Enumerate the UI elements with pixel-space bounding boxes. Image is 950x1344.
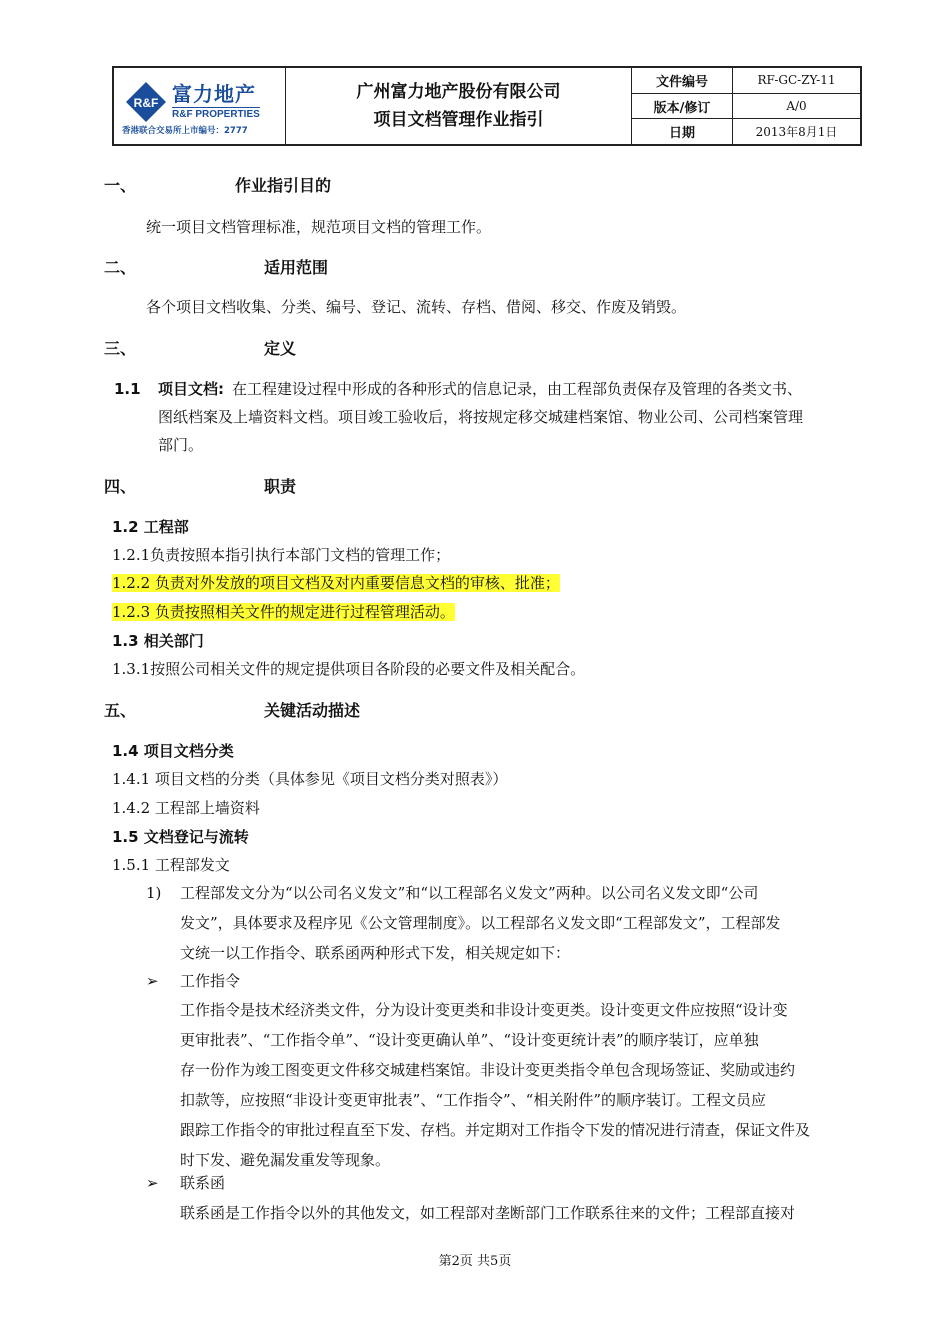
- meta-key: 版本/修订: [632, 94, 733, 119]
- paragraph-line: 工作指令是技术经济类文件，分为设计变更类和非设计变更类。设计变更文件应按照“设计变: [180, 1001, 788, 1019]
- section-5-number: 五、: [104, 701, 137, 720]
- definition-term: 项目文档:: [158, 380, 224, 398]
- definition-line-2: 图纸档案及上墙资料文档。项目竣工验收后，将按规定移交城建档案馆、物业公司、公司档案管理: [158, 408, 804, 426]
- rf-logo-icon: [126, 82, 166, 122]
- meta-row-date: [632, 119, 860, 144]
- bullet-contact-letter-text: [180, 1198, 795, 1228]
- paragraph-line: 存一份作为竣工图变更文件移交城建档案馆。非设计变更类指令单包含现场签证、奖励或违约: [180, 1061, 796, 1079]
- meta-key: 文件编号: [632, 68, 733, 93]
- paragraph-line: 时下发、避免漏发重发等现象。: [180, 1151, 391, 1169]
- company-logo: [114, 68, 286, 144]
- paragraph-line: 更审批表”、“工作指令单”、“设计变更确认单”、“设计变更统计表”的顺序装订，应单独: [180, 1031, 759, 1049]
- meta-key: 日期: [632, 119, 733, 144]
- logo-english-name: R&F PROPERTIES: [172, 109, 260, 120]
- paragraph-line: 联系函是工作指令以外的其他发文，如工程部对垄断部门工作联系往来的文件；工程部直接对: [180, 1204, 796, 1222]
- definition-number: 1.1: [114, 380, 141, 398]
- section-5-title: 关键活动描述: [264, 701, 361, 720]
- highlighted-text: 1.2.2 负责对外发放的项目文档及对内重要信息文档的审核、批准；: [112, 574, 560, 592]
- duty-1-2-2: [112, 572, 560, 594]
- list-item-number: 1): [146, 884, 162, 902]
- company-name: 广州富力地产股份有限公司: [356, 82, 561, 102]
- subsection-registration-flow: 1.5 文档登记与流转: [112, 828, 249, 846]
- duty-1-3-1: 1.3.1按照公司相关文件的规定提供项目各阶段的必要文件及相关配合。: [112, 660, 586, 678]
- paragraph-line: 跟踪工作指令的审批过程直至下发、存档。并定期对工作指令下发的情况进行清查，保证文件及: [180, 1121, 811, 1139]
- paragraph-line: 文统一以工作指令、联系函两种形式下发，相关规定如下：: [180, 944, 571, 962]
- meta-row-version: [632, 94, 860, 120]
- section-2-number: 二、: [104, 258, 137, 277]
- header-title-cell: [286, 68, 632, 144]
- subsection-engineering-dept: 1.2 工程部: [112, 518, 189, 536]
- meta-value: RF-GC-ZY-11: [757, 73, 836, 88]
- definition-line-1: 在工程建设过程中形成的各种形式的信息记录，由工程部负责保存及管理的各类文书、: [232, 380, 803, 398]
- section-1-title: 作业指引目的: [235, 176, 332, 195]
- section-2-text: 各个项目文档收集、分类、编号、登记、流转、存档、借阅、移交、作废及销毁。: [146, 298, 687, 316]
- highlighted-text: 1.2.3 负责按照相关文件的规定进行过程管理活动。: [112, 603, 455, 621]
- list-item-1-text: [180, 878, 781, 968]
- header-meta: [632, 68, 860, 144]
- meta-value: 2013年8月1日: [755, 125, 838, 140]
- section-4-title: 职责: [264, 477, 297, 496]
- bullet-work-order-text: [180, 995, 810, 1175]
- item-1-4-1: 1.4.1 项目文档的分类（具体参见《项目文档分类对照表》）: [112, 770, 508, 788]
- subsection-related-depts: 1.3 相关部门: [112, 632, 204, 650]
- paragraph-line: 工程部发文分为“以公司名义发文”和“以工程部名义发文”两种。以公司名义发文即“公司: [180, 884, 759, 902]
- section-3-title: 定义: [264, 339, 297, 358]
- section-2-title: 适用范围: [264, 258, 329, 277]
- meta-row-doc-number: [632, 68, 860, 94]
- item-1-4-2: 1.4.2 工程部上墙资料: [112, 799, 260, 817]
- paragraph-line: 发文”，具体要求及程序见《公文管理制度》。以工程部名义发文即“工程部发文”，工程部发: [180, 914, 781, 932]
- svg-text:R&F: R&F: [133, 96, 159, 110]
- definition-line-3: 部门。: [158, 436, 204, 454]
- bullet-work-order-label: 工作指令: [180, 972, 241, 990]
- arrow-bullet-icon: ➢: [146, 972, 159, 990]
- duty-1-2-3: [112, 601, 455, 623]
- section-3-number: 三、: [104, 339, 137, 358]
- document-header-table: [112, 66, 862, 146]
- page-footer: 第2页 共5页: [438, 1254, 512, 1269]
- section-1-text: 统一项目文档管理标准，规范项目文档的管理工作。: [146, 218, 492, 236]
- arrow-bullet-icon: ➢: [146, 1174, 159, 1192]
- bullet-contact-letter-label: 联系函: [180, 1174, 226, 1192]
- duty-1-2-1: 1.2.1负责按照本指引执行本部门文档的管理工作；: [112, 546, 451, 564]
- logo-listing-number: 香港联合交易所上市编号：2777: [122, 126, 248, 136]
- logo-chinese-name: 富力地产: [172, 82, 256, 106]
- meta-value: A/0: [786, 99, 807, 113]
- paragraph-line: 扣款等，应按照“非设计变更审批表”、“工作指令”、“相关附件”的顺序装订。工程文员应: [180, 1091, 767, 1109]
- subsection-doc-classification: 1.4 项目文档分类: [112, 742, 234, 760]
- item-1-5-1: 1.5.1 工程部发文: [112, 856, 230, 874]
- document-title: 项目文档管理作业指引: [373, 110, 544, 130]
- section-1-number: 一、: [104, 176, 137, 195]
- section-4-number: 四、: [104, 477, 137, 496]
